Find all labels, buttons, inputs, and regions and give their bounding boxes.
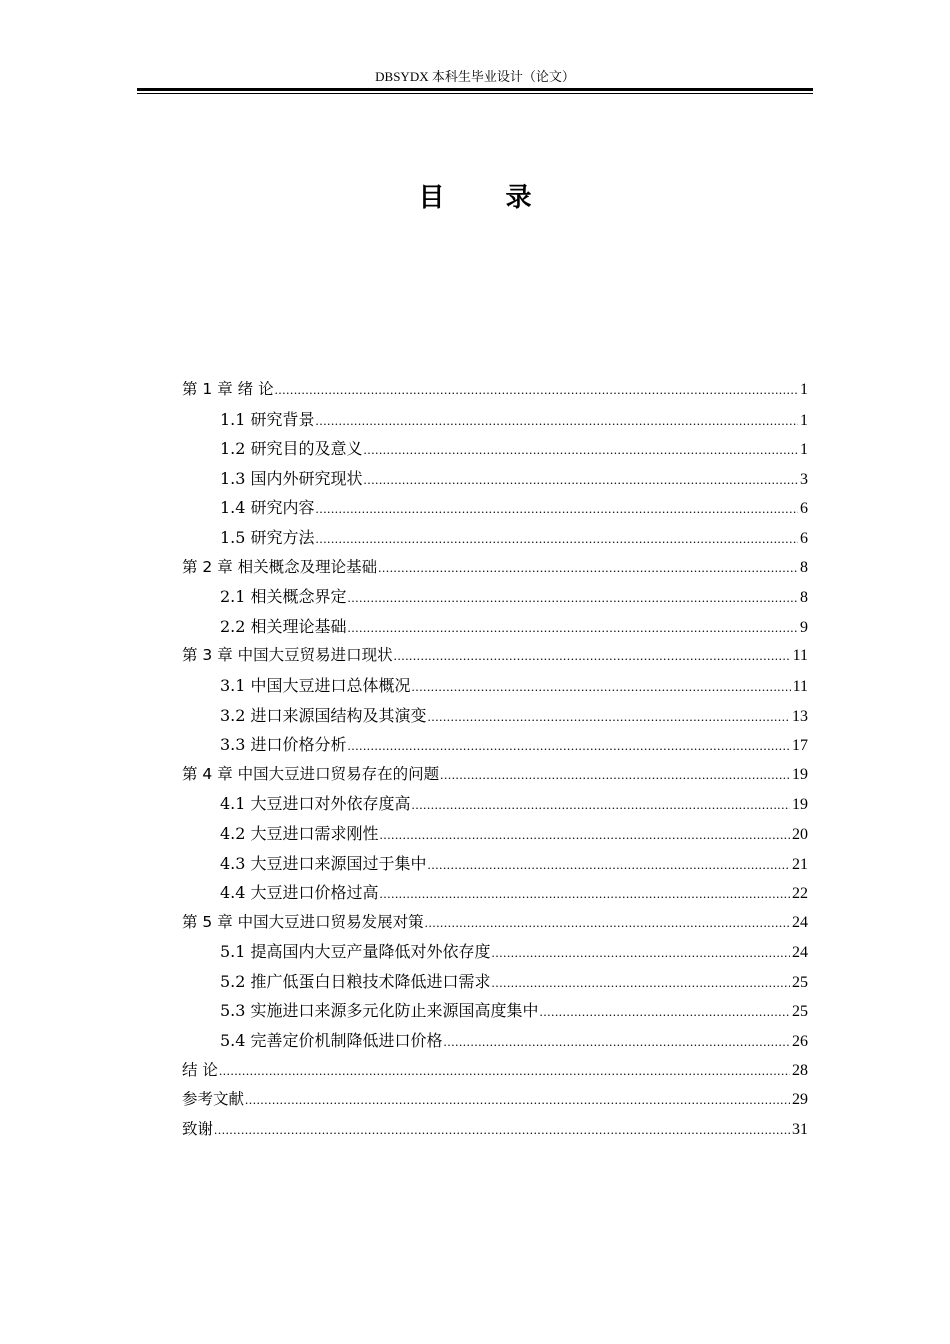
toc-dot-leader [219,1056,790,1086]
header-rule-thick [137,88,813,91]
toc-section-entry[interactable] [182,878,808,908]
toc-entry-label: 1.1 研究背景 [220,409,315,429]
toc-dot-leader [412,672,791,702]
toc-page-number: 8 [800,589,808,607]
toc-section-entry[interactable] [182,434,808,464]
toc-entry-label: 第 2 章 相关概念及理论基础 [182,557,378,576]
toc-entry-label: 5.4 完善定价机制降低进口价格 [220,1031,443,1051]
toc-page-number: 25 [792,1003,808,1021]
toc-page-number: 13 [792,707,808,725]
toc-page-number: 6 [800,529,808,547]
toc-dot-leader [425,908,790,938]
toc-chapter-entry[interactable] [182,908,808,938]
toc-entry-label: 致谢 [182,1119,214,1138]
toc-page-number: 21 [792,855,808,873]
toc-page-number: 22 [792,885,808,903]
toc-dot-leader [348,731,790,761]
toc-dot-leader [380,879,790,909]
toc-entry-label: 第 1 章 绪 论 [182,380,274,398]
toc-dot-leader [378,553,798,583]
toc-page-number: 6 [800,500,808,518]
table-of-contents [182,375,808,1144]
toc-chapter-entry[interactable] [182,375,808,405]
toc-chapter-entry[interactable] [182,553,808,583]
toc-page-number: 11 [792,647,808,665]
toc-section-entry[interactable] [182,493,808,523]
toc-page-number: 1 [800,441,808,459]
toc-entry-label: 第 3 章 中国大豆贸易进口现状 [182,646,393,665]
toc-dot-leader [394,641,791,671]
header-rule-thin [137,93,813,94]
toc-page-number: 1 [800,411,808,429]
toc-page-number: 17 [792,737,808,755]
toc-dot-leader [316,406,798,436]
toc-dot-leader [316,494,798,524]
toc-section-entry[interactable] [182,701,808,731]
toc-dot-leader [428,702,790,732]
toc-entry-label: 5.2 推广低蛋白日粮技术降低进口需求 [220,971,491,991]
toc-entry-label: 参考文献 [182,1090,245,1109]
toc-entry-label: 1.4 研究内容 [220,498,315,518]
toc-page-number: 20 [792,825,808,843]
toc-entry-label: 4.4 大豆进口价格过高 [220,883,379,903]
toc-section-entry[interactable] [182,671,808,701]
toc-entry-label: 4.3 大豆进口来源国过于集中 [220,853,427,873]
toc-section-entry[interactable] [182,523,808,553]
toc-entry-label: 结 论 [182,1060,218,1079]
toc-section-entry[interactable] [182,789,808,819]
toc-entry-label: 4.1 大豆进口对外依存度高 [220,794,411,814]
page-header: DBSYDX 本科生毕业设计（论文） [375,69,575,84]
toc-dot-leader [492,938,790,968]
toc-dot-leader [316,524,798,554]
toc-page-number: 1 [800,381,808,398]
toc-page-number: 9 [800,618,808,636]
toc-dot-leader [540,997,790,1027]
toc-page-number: 24 [792,913,808,931]
toc-chapter-entry[interactable] [182,760,808,790]
toc-entry-label: 2.2 相关理论基础 [220,616,347,636]
toc-page-number: 19 [792,765,808,783]
toc-section-entry[interactable] [182,730,808,760]
toc-page-number: 25 [792,973,808,991]
toc-dot-leader [444,1027,790,1057]
toc-page-number: 3 [800,470,808,488]
toc-entry-label: 2.1 相关概念界定 [220,587,347,607]
toc-page-number: 19 [792,796,808,814]
toc-entry-label: 5.1 提高国内大豆产量降低对外依存度 [220,942,491,962]
toc-entry-label: 4.2 大豆进口需求刚性 [220,823,379,843]
toc-dot-leader [364,435,798,465]
toc-dot-leader [245,1085,790,1115]
toc-title: 目 录 [418,183,558,213]
toc-page-number: 28 [792,1061,808,1079]
toc-entry-label: 第 4 章 中国大豆进口贸易存在的问题 [182,764,440,783]
toc-section-entry[interactable] [182,937,808,967]
toc-section-entry[interactable] [182,464,808,494]
toc-entry-label: 5.3 实施进口来源多元化防止来源国高度集中 [220,1001,539,1021]
toc-page-number: 8 [800,558,808,576]
toc-entry-label: 3.3 进口价格分析 [220,735,347,755]
toc-entry-label: 第 5 章 中国大豆进口贸易发展对策 [182,912,424,931]
toc-chapter-entry[interactable] [182,1115,808,1145]
toc-chapter-entry[interactable] [182,641,808,671]
toc-entry-label: 1.2 研究目的及意义 [220,439,363,459]
toc-dot-leader [440,760,790,790]
toc-dot-leader [428,850,790,880]
toc-page-number: 11 [792,677,808,695]
toc-entry-label: 1.5 研究方法 [220,527,315,547]
toc-chapter-entry[interactable] [182,1056,808,1086]
toc-dot-leader [364,465,798,495]
toc-section-entry[interactable] [182,1026,808,1056]
toc-dot-leader [275,375,798,405]
toc-page-number: 24 [792,944,808,962]
toc-dot-leader [380,820,790,850]
toc-page-number: 26 [792,1033,808,1051]
toc-entry-label: 1.3 国内外研究现状 [220,468,363,488]
toc-entry-label: 3.2 进口来源国结构及其演变 [220,705,427,725]
toc-section-entry[interactable] [182,849,808,879]
toc-section-entry[interactable] [182,819,808,849]
toc-dot-leader [348,613,798,643]
toc-page-number: 31 [792,1120,808,1138]
toc-dot-leader [412,790,790,820]
toc-section-entry[interactable] [182,405,808,435]
toc-entry-label: 3.1 中国大豆进口总体概况 [220,675,411,695]
toc-section-entry[interactable] [182,582,808,612]
toc-dot-leader [348,583,798,613]
toc-dot-leader [214,1115,790,1145]
toc-section-entry[interactable] [182,996,808,1026]
toc-chapter-entry[interactable] [182,1085,808,1115]
toc-dot-leader [492,968,790,998]
toc-page-number: 29 [792,1091,808,1109]
toc-section-entry[interactable] [182,967,808,997]
toc-section-entry[interactable] [182,612,808,642]
